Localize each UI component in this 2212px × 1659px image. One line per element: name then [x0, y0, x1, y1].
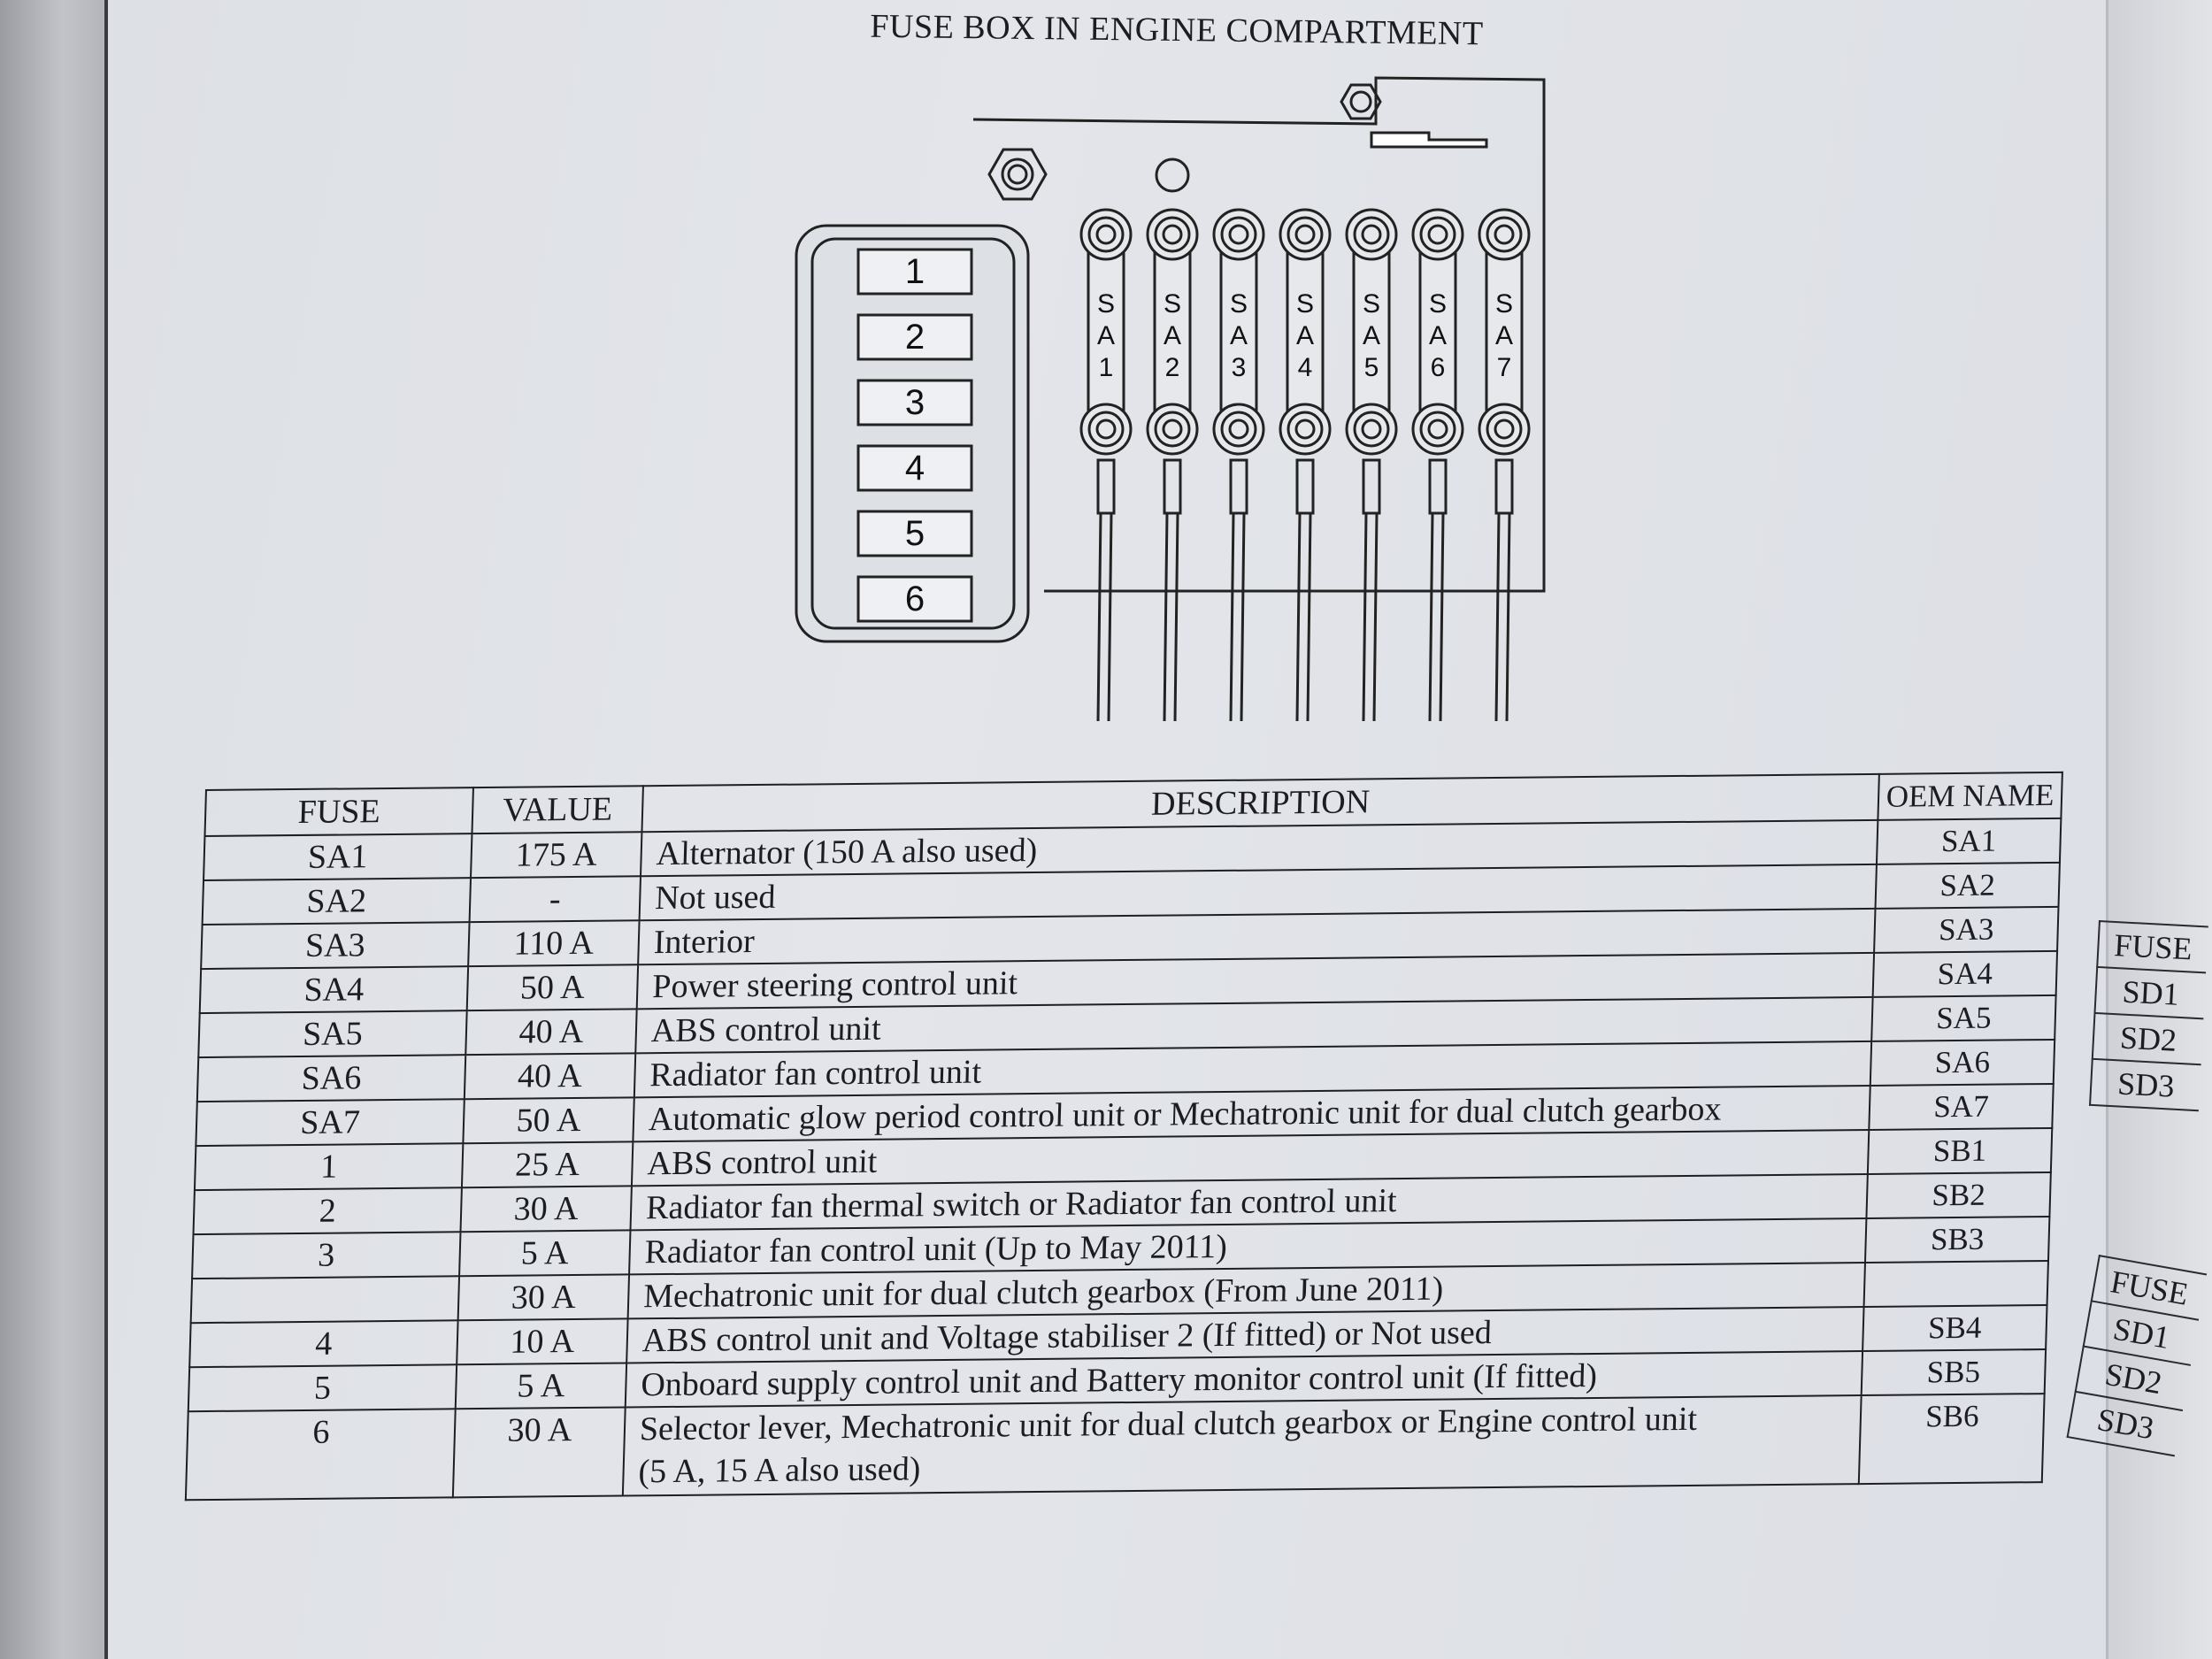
strip-fuse-sa3	[1214, 210, 1263, 721]
cell-fuse	[201, 922, 469, 969]
fuse-text: 1	[319, 1148, 338, 1186]
header-oem-name: OEM NAME	[1878, 772, 2062, 820]
description-text: Radiator fan control unit	[649, 1053, 982, 1094]
description-text: Automatic glow period control unit or Mechatronic unit for dual clutch gearbox	[648, 1090, 1723, 1139]
cell-fuse	[191, 1276, 459, 1323]
cell-oem	[1869, 1084, 2053, 1130]
description-text-line-2: (5 A, 15 A also used)	[638, 1450, 921, 1491]
fuse-text: SA3	[304, 926, 366, 964]
value-text: 30 A	[506, 1411, 573, 1449]
fuse-box-outline	[973, 78, 1544, 591]
description-text: Radiator fan control unit (Up to May 2011)	[644, 1227, 1228, 1271]
cell-oem	[1862, 1349, 2046, 1395]
cell-fuse	[192, 1232, 460, 1279]
small-bolt-icon	[1156, 159, 1188, 191]
description-text: Power steering control unit	[651, 964, 1018, 1006]
fuse-text: SA7	[299, 1103, 361, 1141]
fuse-text: SA5	[302, 1015, 364, 1053]
oem-text: SB2	[1931, 1177, 1986, 1213]
description-text: Interior	[653, 923, 756, 962]
strip-fuse-letter: S	[1428, 289, 1448, 319]
cell-fuse	[195, 1143, 463, 1190]
value-text: 175 A	[515, 835, 598, 874]
cell-oem	[1865, 1217, 2049, 1263]
small-fuse-label: 2	[904, 318, 926, 357]
value-text: 5 A	[516, 1367, 565, 1405]
cell-value	[460, 1186, 631, 1232]
cell-description	[623, 1395, 1862, 1495]
cell-value	[458, 1274, 629, 1320]
oem-text: SB5	[1926, 1354, 1981, 1390]
side-fuse-table-upper	[2089, 920, 2208, 1111]
strip-fuse-sa5	[1347, 210, 1396, 721]
description-text: ABS control unit	[647, 1142, 878, 1183]
strip-fuse-letter: S	[1362, 289, 1381, 319]
cell-oem	[1874, 907, 2058, 953]
oem-text: SA1	[1940, 823, 1997, 859]
strip-fuse-sa6	[1413, 210, 1463, 721]
cell-oem	[1868, 1128, 2052, 1174]
strip-fuse-letter: S	[1295, 289, 1315, 319]
strip-fuse-letter: A	[1163, 321, 1182, 350]
cell-value	[463, 1097, 634, 1143]
cell-fuse	[188, 1364, 457, 1411]
cell-oem	[1864, 1261, 2048, 1307]
cell-fuse	[198, 1010, 466, 1057]
cell-oem	[1876, 863, 2060, 909]
fuse-text: 6	[311, 1413, 331, 1451]
cell-fuse	[204, 833, 472, 880]
value-text: 30 A	[511, 1279, 577, 1317]
cell-fuse	[186, 1409, 456, 1500]
strip-fuse-letter: A	[1096, 321, 1116, 350]
fuse-box-diagram	[779, 62, 1575, 734]
description-text: Onboard supply control unit and Battery monitor control unit (If fitted)	[640, 1356, 1598, 1404]
top-nut-icon	[1341, 85, 1380, 119]
strip-fuse-letter: A	[1494, 321, 1514, 350]
cell-fuse	[197, 1055, 465, 1102]
value-text: 25 A	[514, 1145, 580, 1184]
cell-fuse	[203, 878, 471, 925]
strip-fuse-letter: A	[1428, 321, 1448, 350]
table-row	[186, 1394, 2045, 1500]
cell-value	[456, 1363, 626, 1409]
strip-fuse-sa4	[1280, 210, 1330, 721]
fuse-text: 5	[313, 1369, 332, 1407]
description-text: ABS control unit	[650, 1010, 882, 1050]
value-text: 50 A	[519, 968, 586, 1007]
fuse-text: 2	[319, 1192, 337, 1230]
fuse-text: SA1	[307, 838, 369, 876]
strip-fuse-letter: S	[1096, 289, 1116, 319]
small-fuse-label: 3	[904, 383, 926, 422]
strip-fuse-letter: A	[1295, 321, 1315, 350]
cell-value	[471, 832, 641, 878]
small-fuse-label: 4	[904, 449, 926, 488]
cell-value	[465, 1009, 636, 1055]
strip-fuse-letter: A	[1362, 321, 1381, 350]
value-text: 40 A	[518, 1012, 584, 1051]
oem-text: SA2	[1939, 867, 1996, 903]
small-fuse-label: 1	[904, 252, 926, 291]
cell-fuse	[196, 1099, 464, 1146]
oem-text: SB4	[1927, 1310, 1983, 1346]
cell-oem	[1870, 1040, 2055, 1086]
fuse-table	[185, 772, 2063, 1501]
cell-value	[468, 920, 639, 966]
cell-oem	[1871, 995, 2055, 1041]
side-cell: SD1	[2095, 967, 2207, 1018]
cell-fuse	[189, 1320, 457, 1367]
strip-fuse-letter: A	[1229, 321, 1248, 350]
header-description: DESCRIPTION	[641, 774, 1878, 832]
cell-value	[462, 1141, 633, 1187]
value-text: 5 A	[520, 1234, 570, 1272]
strip-fuse-letter: 5	[1363, 353, 1379, 382]
oem-text: SA4	[1937, 956, 1993, 992]
strip-fuse-letter: 7	[1496, 353, 1512, 382]
page-title: FUSE BOX IN ENGINE COMPARTMENT	[870, 7, 1484, 53]
cell-oem	[1877, 818, 2061, 864]
side-cell: SD2	[2093, 1013, 2204, 1064]
oem-text: SB3	[1930, 1221, 1985, 1257]
value-text: 110 A	[513, 924, 595, 963]
cell-value	[470, 876, 641, 922]
strip-fuse-row	[1081, 210, 1529, 721]
mounting-bracket	[1371, 133, 1486, 147]
value-text: 10 A	[509, 1323, 575, 1361]
oem-text: SA5	[1935, 1000, 1993, 1036]
side-cell: SD3	[2090, 1059, 2201, 1110]
description-text: Radiator fan thermal switch or Radiator fan control unit	[645, 1182, 1398, 1227]
cell-value	[467, 964, 638, 1010]
description-text: ABS control unit and Voltage stabiliser 2 (If fitted) or Not used	[641, 1314, 1493, 1360]
left-nut-icon	[989, 150, 1046, 199]
strip-fuse-sa1	[1081, 210, 1131, 721]
small-fuse-label: 5	[904, 514, 926, 553]
description-text: Alternator (150 A also used)	[656, 831, 1038, 873]
fuse-text: SA4	[303, 971, 365, 1009]
value-text: 40 A	[517, 1056, 583, 1095]
value-text: -	[549, 880, 562, 918]
oem-text: SB6	[1924, 1398, 1980, 1434]
strip-fuse-letter: S	[1229, 289, 1248, 319]
side-cell: SD1	[2084, 1301, 2199, 1365]
strip-fuse-letter: 3	[1231, 353, 1247, 382]
oem-text: SB1	[1932, 1133, 1987, 1169]
strip-fuse-letter: S	[1163, 289, 1182, 319]
strip-fuse-letter: 2	[1164, 353, 1180, 382]
small-fuse-block	[796, 226, 1028, 641]
description-text: Selector lever, Mechatronic unit for dual clutch gearbox or Engine control unit	[639, 1400, 1698, 1448]
cell-oem	[1866, 1172, 2050, 1218]
cell-oem	[1863, 1305, 2047, 1351]
value-text: 30 A	[513, 1189, 580, 1228]
strip-fuse-sa2	[1148, 210, 1197, 721]
binding-shadow	[0, 0, 104, 1659]
cell-oem	[1873, 951, 2057, 997]
strip-fuse-letter: 4	[1297, 353, 1313, 382]
fuse-text: SA2	[305, 882, 367, 920]
side-cell: SD3	[2068, 1392, 2183, 1456]
strip-fuse-letter: S	[1494, 289, 1514, 319]
small-fuse-label: 6	[904, 580, 926, 618]
header-value: VALUE	[472, 786, 642, 833]
cell-fuse	[200, 966, 468, 1013]
side-header-fuse: FUSE	[2092, 1256, 2207, 1320]
value-text: 50 A	[516, 1101, 582, 1140]
oem-text: SA7	[1932, 1088, 1990, 1125]
cell-value	[457, 1318, 627, 1364]
description-text: Not used	[654, 878, 777, 918]
side-cell: SD2	[2076, 1347, 2191, 1411]
header-fuse: FUSE	[204, 787, 472, 836]
cell-value	[453, 1407, 626, 1497]
fuse-text: 4	[314, 1325, 334, 1363]
cell-value	[465, 1053, 635, 1099]
fuse-text: 3	[317, 1236, 335, 1274]
fuse-text: SA6	[301, 1059, 362, 1097]
strip-fuse-letter: 6	[1430, 353, 1446, 382]
cell-fuse	[194, 1187, 462, 1234]
side-header-fuse: FUSE	[2097, 921, 2208, 972]
strip-fuse-letter: 1	[1098, 353, 1114, 382]
cell-value	[459, 1230, 630, 1276]
cell-oem	[1859, 1394, 2045, 1484]
strip-fuse-sa7	[1479, 210, 1529, 721]
oem-text: SA3	[1938, 911, 1994, 948]
oem-text: SA6	[1934, 1044, 1991, 1080]
description-text: Mechatronic unit for dual clutch gearbox (From June 2011)	[642, 1270, 1444, 1316]
